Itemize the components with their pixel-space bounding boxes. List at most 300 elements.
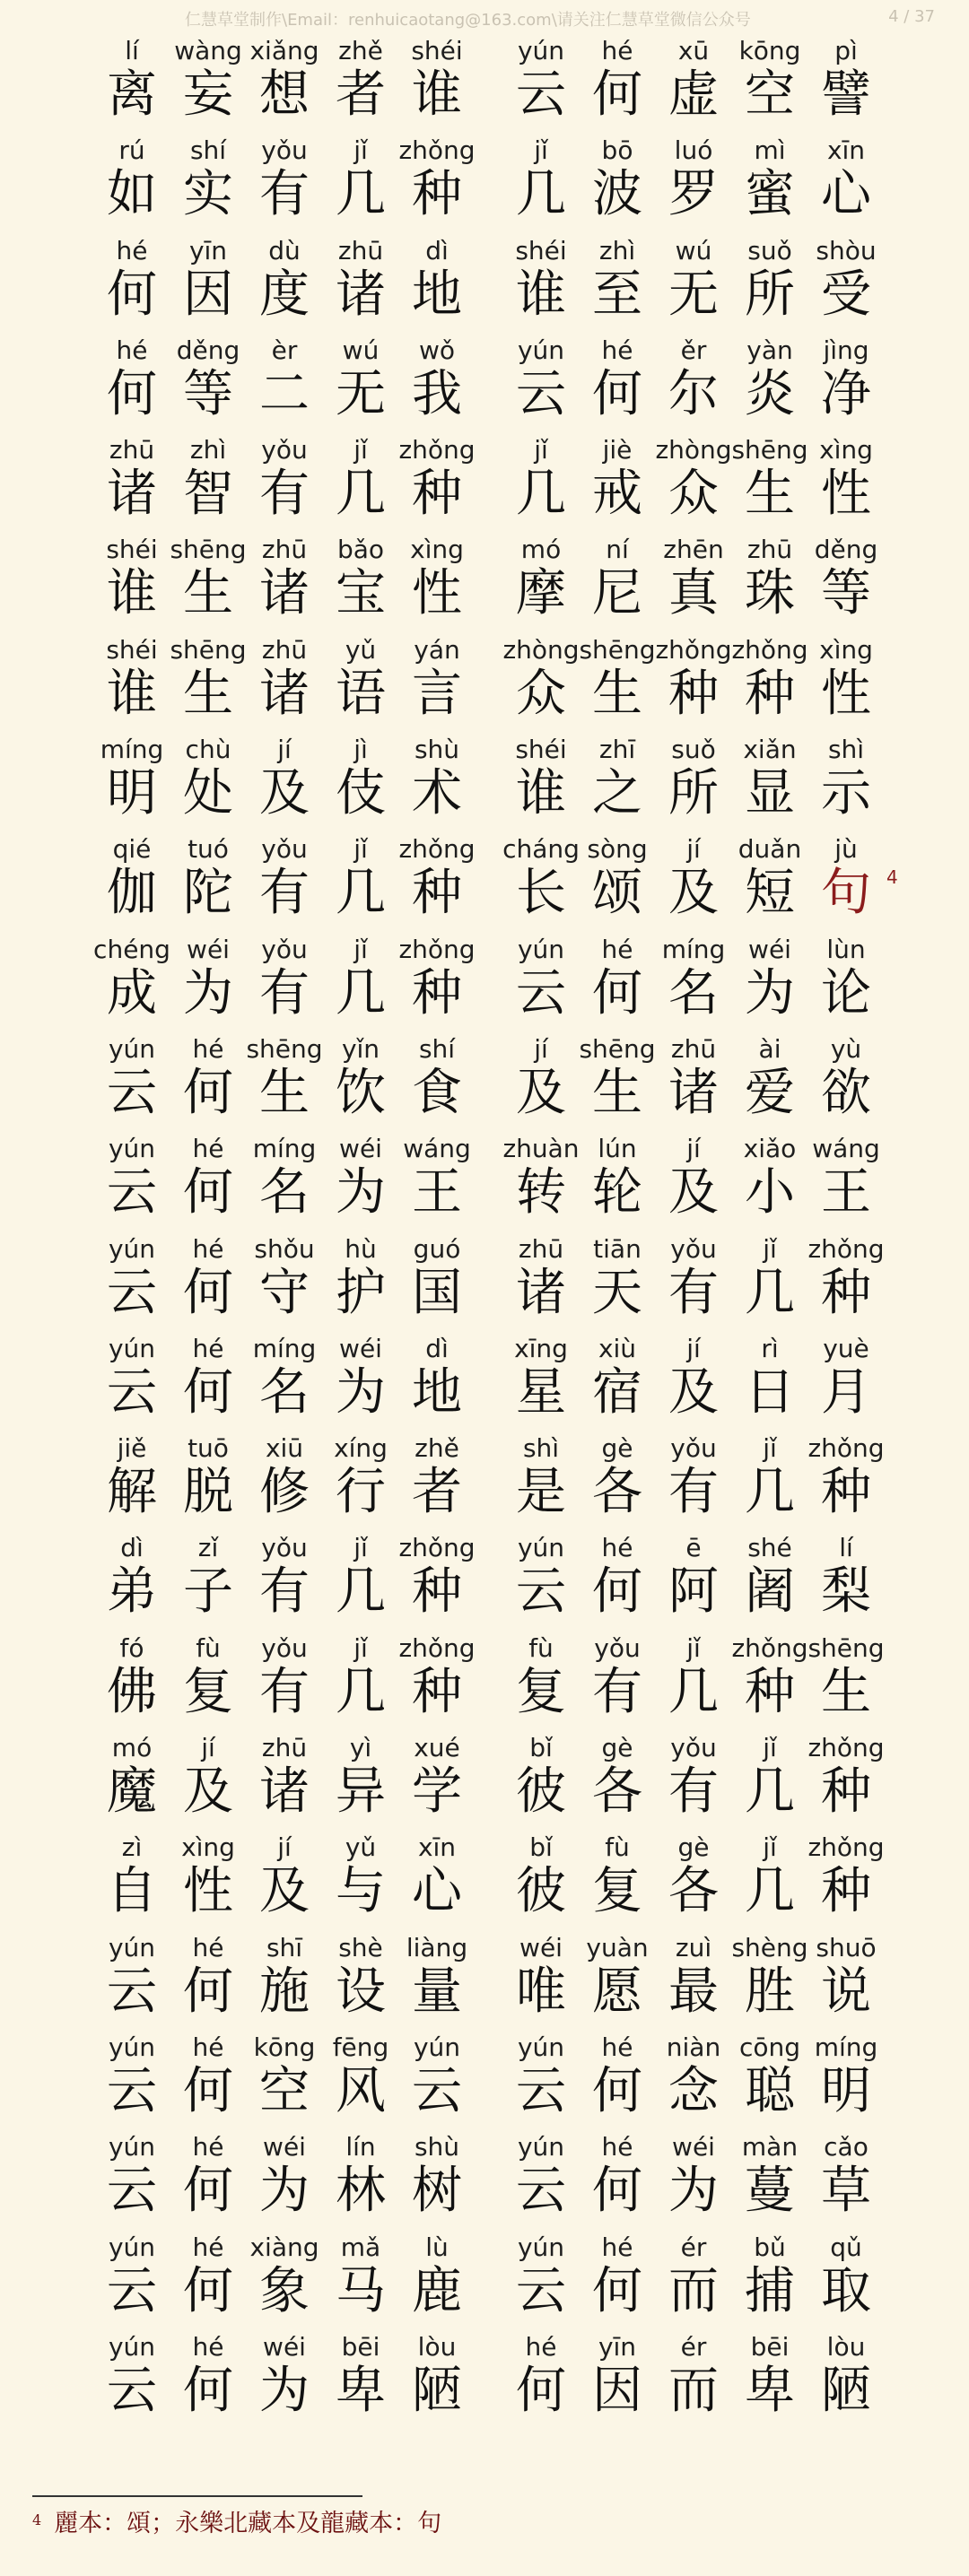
character-cell	[811, 2229, 881, 2328]
pinyin: xué	[414, 1733, 460, 1763]
hanzi: 诸	[259, 1762, 310, 1822]
hanzi: 有	[668, 1463, 719, 1522]
hanzi: 及	[259, 764, 310, 823]
verse-line-right	[506, 1829, 892, 1928]
hanzi: 梨	[821, 1562, 871, 1622]
hanzi: 自	[107, 1862, 157, 1921]
verse-row	[0, 2229, 969, 2328]
hanzi: 生	[592, 664, 642, 723]
character-cell	[808, 1729, 885, 1829]
hanzi: 云	[516, 2061, 566, 2120]
hanzi: 及	[668, 1163, 719, 1223]
pinyin: hé	[601, 2132, 633, 2163]
verse-line-left	[93, 931, 476, 1031]
hanzi: 为	[336, 1163, 386, 1223]
verse-line-right	[506, 731, 892, 831]
hanzi: 修	[259, 1463, 310, 1522]
character-cell	[811, 1929, 881, 2029]
pinyin: hé	[192, 2232, 224, 2262]
pinyin: qié	[112, 834, 152, 865]
pinyin: shì	[827, 735, 865, 765]
footnote-text: 麗本：頌；永樂北藏本及龍藏本：句	[54, 2510, 442, 2537]
hanzi: 种	[821, 1762, 871, 1822]
pinyin: jǐ	[686, 1632, 701, 1663]
hanzi: 施	[259, 1962, 310, 2021]
pinyin: shòu	[816, 235, 877, 265]
verse-row	[0, 931, 969, 1031]
pinyin: yún	[108, 1033, 156, 1064]
hanzi: 伎	[336, 764, 386, 823]
hanzi: 种	[668, 664, 719, 723]
pinyin: míng	[252, 1134, 317, 1164]
verse-row	[0, 132, 969, 231]
hanzi: 胜	[745, 1962, 795, 2021]
verse-row	[0, 32, 969, 132]
verse-line-left	[97, 531, 465, 631]
hanzi: 云	[107, 1962, 157, 2021]
hanzi: 生	[592, 1063, 642, 1122]
pinyin: lùn	[826, 934, 866, 964]
verse-line-left	[97, 332, 465, 431]
pinyin: jù	[834, 834, 858, 865]
hanzi: 及	[668, 1362, 719, 1422]
hanzi: 地	[412, 265, 462, 324]
verse-row	[0, 431, 969, 531]
pinyin: bō	[601, 135, 633, 166]
pinyin: jǐ	[534, 435, 548, 466]
pinyin: shēng	[246, 1033, 323, 1064]
hanzi: 各	[668, 1862, 719, 1921]
hanzi: 众	[668, 465, 719, 524]
hanzi: 名	[668, 963, 719, 1023]
hanzi: 云	[516, 364, 566, 423]
hanzi: 云	[107, 1263, 157, 1322]
hanzi: 陀	[183, 864, 233, 923]
hanzi: 心	[821, 165, 871, 224]
pinyin: dì	[120, 1533, 144, 1563]
pinyin: děng	[176, 335, 240, 365]
hanzi: 何	[183, 1063, 233, 1122]
character-cell	[811, 132, 881, 231]
pinyin: pì	[834, 36, 858, 65]
pinyin: guó	[413, 1233, 461, 1264]
hanzi: 因	[183, 265, 233, 324]
pinyin: zhǒng	[398, 934, 476, 964]
hanzi: 马	[336, 2261, 386, 2320]
character-cell	[402, 232, 472, 332]
verse-line-right	[506, 2328, 892, 2428]
pinyin: jí	[686, 834, 701, 865]
pinyin: yún	[108, 1932, 156, 1962]
pinyin: yún	[108, 1233, 156, 1264]
hanzi: 蜜	[745, 165, 795, 224]
pinyin: lù	[425, 2232, 449, 2262]
pinyin: xiàng	[249, 2232, 319, 2262]
pinyin: cōng	[738, 2032, 801, 2062]
hanzi: 处	[183, 764, 233, 823]
hanzi: 性	[821, 664, 871, 723]
hanzi: 几	[336, 963, 386, 1023]
hanzi: 种	[412, 963, 462, 1023]
hanzi: 生	[259, 1063, 310, 1122]
hanzi: 心	[412, 1862, 462, 1921]
hanzi: 设	[336, 1962, 386, 2021]
pinyin: lòu	[826, 2331, 866, 2362]
pinyin: yǔ	[345, 1832, 377, 1863]
pinyin: jǐ	[763, 1733, 777, 1763]
pinyin: tuó	[188, 834, 229, 865]
pinyin: èr	[271, 335, 298, 365]
hanzi: 有	[259, 165, 310, 224]
hanzi: 尼	[592, 564, 642, 623]
pinyin: shé	[747, 1533, 792, 1563]
pinyin: shéi	[411, 36, 463, 65]
pinyin: zhì	[189, 435, 227, 466]
hanzi: 唯	[516, 1962, 566, 2021]
character-cell	[402, 1729, 472, 1829]
hanzi: 句	[821, 864, 871, 923]
hanzi: 性	[412, 564, 462, 623]
pinyin: ē	[685, 1533, 702, 1563]
pinyin: zhǒng	[398, 135, 476, 166]
pinyin: jǐ	[534, 135, 548, 166]
hanzi: 天	[592, 1263, 642, 1322]
hanzi: 行	[336, 1463, 386, 1522]
hanzi: 因	[592, 2361, 642, 2420]
pinyin: hé	[192, 1033, 224, 1064]
hanzi: 何	[183, 1263, 233, 1322]
pinyin: hé	[601, 2032, 633, 2062]
hanzi: 无	[668, 265, 719, 324]
hanzi: 智	[183, 465, 233, 524]
hanzi: 爱	[745, 1063, 795, 1122]
pinyin: ní	[606, 535, 629, 565]
hanzi: 解	[107, 1463, 157, 1522]
pinyin: bǎo	[336, 535, 385, 565]
character-cell	[811, 32, 881, 132]
hanzi: 云	[107, 1362, 157, 1422]
hanzi: 生	[183, 664, 233, 723]
hanzi: 为	[336, 1362, 386, 1422]
hanzi: 为	[183, 963, 233, 1023]
pinyin: zhēn	[663, 535, 724, 565]
hanzi: 实	[183, 165, 233, 224]
hanzi: 饮	[336, 1063, 386, 1122]
footnote-number: 4	[32, 2511, 42, 2528]
hanzi: 波	[592, 165, 642, 224]
hanzi: 量	[412, 1962, 462, 2021]
character-cell	[398, 1529, 476, 1629]
hanzi: 众	[516, 664, 566, 723]
hanzi: 有	[668, 1263, 719, 1322]
hanzi: 陋	[821, 2361, 871, 2420]
footnote-divider	[32, 2495, 362, 2497]
character-cell	[402, 1231, 472, 1330]
pinyin: shéi	[515, 735, 567, 765]
verse-line-right	[506, 1231, 892, 1330]
pinyin: jí	[277, 1832, 292, 1863]
pinyin: shēng	[579, 634, 656, 665]
hanzi: 轮	[592, 1163, 642, 1223]
hanzi: 离	[107, 65, 157, 124]
pinyin: yǒu	[261, 135, 308, 166]
pinyin: suǒ	[671, 735, 716, 765]
hanzi: 语	[336, 664, 386, 723]
hanzi: 尔	[668, 364, 719, 423]
hanzi: 何	[592, 2061, 642, 2120]
pinyin: wéi	[263, 2331, 306, 2362]
hanzi: 弟	[107, 1562, 157, 1622]
pinyin: dì	[425, 1333, 449, 1363]
hanzi: 净	[821, 364, 871, 423]
pinyin: xīn	[417, 1832, 457, 1863]
hanzi: 长	[516, 864, 566, 923]
character-cell	[398, 1630, 476, 1729]
character-cell	[398, 132, 476, 231]
pinyin: hé	[192, 1333, 224, 1363]
pinyin: shì	[522, 1433, 560, 1464]
hanzi: 罗	[668, 165, 719, 224]
pinyin: yǒu	[261, 834, 308, 865]
character-cell	[811, 831, 881, 930]
pinyin: cháng	[502, 834, 580, 865]
hanzi: 彼	[516, 1762, 566, 1822]
pinyin: yīn	[188, 235, 228, 265]
character-cell	[402, 731, 472, 831]
pinyin: yǒu	[261, 1533, 308, 1563]
pinyin: zhě	[415, 1433, 459, 1464]
pinyin: fēng	[332, 2032, 389, 2062]
hanzi: 是	[516, 1463, 566, 1522]
hanzi: 何	[107, 265, 157, 324]
pinyin: děng	[814, 535, 878, 565]
pinyin: jiè	[602, 435, 633, 466]
hanzi: 谁	[516, 764, 566, 823]
hanzi: 诸	[259, 664, 310, 723]
verse-row	[0, 2328, 969, 2428]
hanzi: 者	[412, 1463, 462, 1522]
pinyin: hé	[601, 36, 633, 65]
pinyin: yǒu	[261, 934, 308, 964]
character-cell	[811, 1031, 881, 1130]
verse-line-left	[97, 431, 476, 531]
pinyin: rì	[761, 1333, 779, 1363]
pinyin: ěr	[680, 335, 707, 365]
pinyin: shù	[414, 2132, 460, 2163]
hanzi: 短	[745, 864, 795, 923]
pinyin: xīn	[826, 135, 866, 166]
hanzi: 论	[821, 963, 871, 1023]
pinyin: zhòng	[502, 634, 580, 665]
hanzi: 云	[107, 2162, 157, 2221]
hanzi: 日	[745, 1362, 795, 1422]
hanzi: 王	[821, 1163, 871, 1223]
hanzi: 何	[183, 2361, 233, 2420]
hanzi: 为	[668, 2162, 719, 2221]
hanzi: 诸	[516, 1263, 566, 1322]
hanzi: 小	[745, 1163, 795, 1223]
character-cell	[402, 2229, 472, 2328]
character-cell	[402, 1130, 472, 1230]
hanzi: 所	[745, 265, 795, 324]
pinyin: xiǎng	[249, 36, 319, 65]
pinyin: xíng	[334, 1433, 388, 1464]
pinyin: jǐ	[354, 934, 368, 964]
pinyin: míng	[814, 2032, 878, 2062]
header-text: 仁慧草堂制作\Email：renhuicaotang@163.com\请关注仁慧草堂微信公众号	[185, 11, 751, 30]
hanzi: 云	[107, 2061, 157, 2120]
hanzi: 真	[668, 564, 719, 623]
pinyin: yún	[517, 2232, 565, 2262]
pinyin: jǐ	[354, 1632, 368, 1663]
hanzi: 种	[412, 864, 462, 923]
pinyin: wéi	[339, 1333, 382, 1363]
pinyin: wú	[342, 335, 380, 365]
character-cell	[811, 2328, 881, 2428]
pinyin: zhǒng	[808, 1433, 885, 1464]
hanzi: 国	[412, 1263, 462, 1322]
pinyin: tiān	[593, 1233, 642, 1264]
pinyin: kōng	[738, 36, 801, 65]
character-cell	[402, 1330, 472, 1430]
hanzi: 珠	[745, 564, 795, 623]
hanzi: 子	[183, 1562, 233, 1622]
hanzi: 树	[412, 2162, 462, 2221]
pinyin: jiě	[117, 1433, 147, 1464]
hanzi: 戒	[592, 465, 642, 524]
pinyin: tuō	[188, 1433, 229, 1464]
pinyin: yún	[517, 335, 565, 365]
hanzi: 与	[336, 1862, 386, 1921]
hanzi: 几	[336, 1562, 386, 1622]
hanzi: 受	[821, 265, 871, 324]
hanzi: 及	[183, 1762, 233, 1822]
verse-line-right	[506, 1929, 892, 2029]
hanzi: 度	[259, 265, 310, 324]
pinyin: zì	[121, 1832, 143, 1863]
pinyin: wú	[675, 235, 712, 265]
verse-row	[0, 1231, 969, 1330]
pinyin: wéi	[519, 1932, 563, 1962]
character-cell	[402, 32, 472, 132]
pinyin: shéi	[106, 634, 158, 665]
character-cell	[811, 531, 881, 631]
pinyin: yún	[517, 934, 565, 964]
pinyin: shéi	[515, 235, 567, 265]
hanzi: 何	[592, 65, 642, 124]
pinyin: yǒu	[670, 1233, 717, 1264]
hanzi: 草	[821, 2162, 871, 2221]
pinyin: zhì	[598, 235, 636, 265]
pinyin: kōng	[253, 2032, 316, 2062]
pinyin: hé	[601, 2232, 633, 2262]
verse-line-right	[506, 1330, 892, 1430]
pinyin: jǐ	[763, 1832, 777, 1863]
hanzi: 云	[516, 65, 566, 124]
pinyin: fù	[196, 1632, 221, 1663]
footnote-reference[interactable]: 4	[886, 866, 898, 889]
character-cell	[402, 531, 472, 631]
hanzi: 性	[821, 465, 871, 524]
pinyin: mǎ	[340, 2232, 381, 2262]
pinyin: hé	[601, 934, 633, 964]
pinyin: yún	[517, 1533, 565, 1563]
verse-line-left	[97, 1330, 465, 1430]
pinyin: yún	[517, 36, 565, 65]
pinyin: dì	[425, 235, 449, 265]
verse-line-right	[502, 631, 892, 731]
verse-line-left	[97, 831, 476, 930]
pinyin: zhě	[338, 36, 383, 65]
pinyin: luó	[674, 135, 713, 166]
pinyin: bēi	[341, 2331, 380, 2362]
character-cell	[402, 631, 472, 731]
hanzi: 几	[516, 465, 566, 524]
verse-row	[0, 1031, 969, 1130]
hanzi: 者	[336, 65, 386, 124]
pinyin: jí	[277, 735, 292, 765]
pinyin: shēng	[170, 634, 247, 665]
pinyin: fù	[605, 1832, 630, 1863]
page-number: 4 / 37	[888, 7, 935, 26]
pinyin: gè	[677, 1832, 710, 1863]
verse-row	[0, 1430, 969, 1529]
hanzi: 星	[516, 1362, 566, 1422]
hanzi: 之	[592, 764, 642, 823]
hanzi: 有	[259, 864, 310, 923]
character-cell	[811, 1130, 881, 1230]
hanzi: 如	[107, 165, 157, 224]
pinyin: yǒu	[670, 1733, 717, 1763]
hanzi: 林	[336, 2162, 386, 2221]
hanzi: 摩	[516, 564, 566, 623]
hanzi: 等	[821, 564, 871, 623]
verse-line-left	[97, 1630, 476, 1729]
verse-row	[0, 831, 969, 930]
pinyin: zhǒng	[808, 1733, 885, 1763]
pinyin: ér	[680, 2331, 707, 2362]
footnote	[32, 2506, 930, 2542]
verse-row	[0, 1630, 969, 1729]
hanzi: 何	[183, 1362, 233, 1422]
pinyin: hé	[525, 2331, 557, 2362]
character-cell	[811, 332, 881, 431]
hanzi: 何	[183, 2261, 233, 2320]
pinyin: xiū	[265, 1433, 304, 1464]
verse-row	[0, 2128, 969, 2228]
pinyin: jí	[201, 1733, 215, 1763]
pinyin: hé	[116, 235, 148, 265]
pinyin: zhuàn	[502, 1134, 580, 1164]
pinyin: zhǒng	[808, 1233, 885, 1264]
hanzi: 种	[412, 1562, 462, 1622]
hanzi: 几	[516, 165, 566, 224]
hanzi: 几	[745, 1263, 795, 1322]
verse-line-right	[506, 531, 892, 631]
hanzi: 几	[745, 1463, 795, 1522]
character-cell	[402, 332, 472, 431]
hanzi: 云	[107, 1063, 157, 1122]
hanzi: 有	[259, 963, 310, 1023]
pinyin: yún	[108, 1333, 156, 1363]
hanzi: 云	[107, 2261, 157, 2320]
hanzi: 云	[516, 1562, 566, 1622]
pinyin: yǐn	[341, 1033, 380, 1064]
pinyin: zuì	[675, 1932, 712, 1962]
verse-line-left	[97, 1729, 465, 1829]
character-cell	[811, 2128, 881, 2228]
pinyin: zhū	[261, 1733, 308, 1763]
